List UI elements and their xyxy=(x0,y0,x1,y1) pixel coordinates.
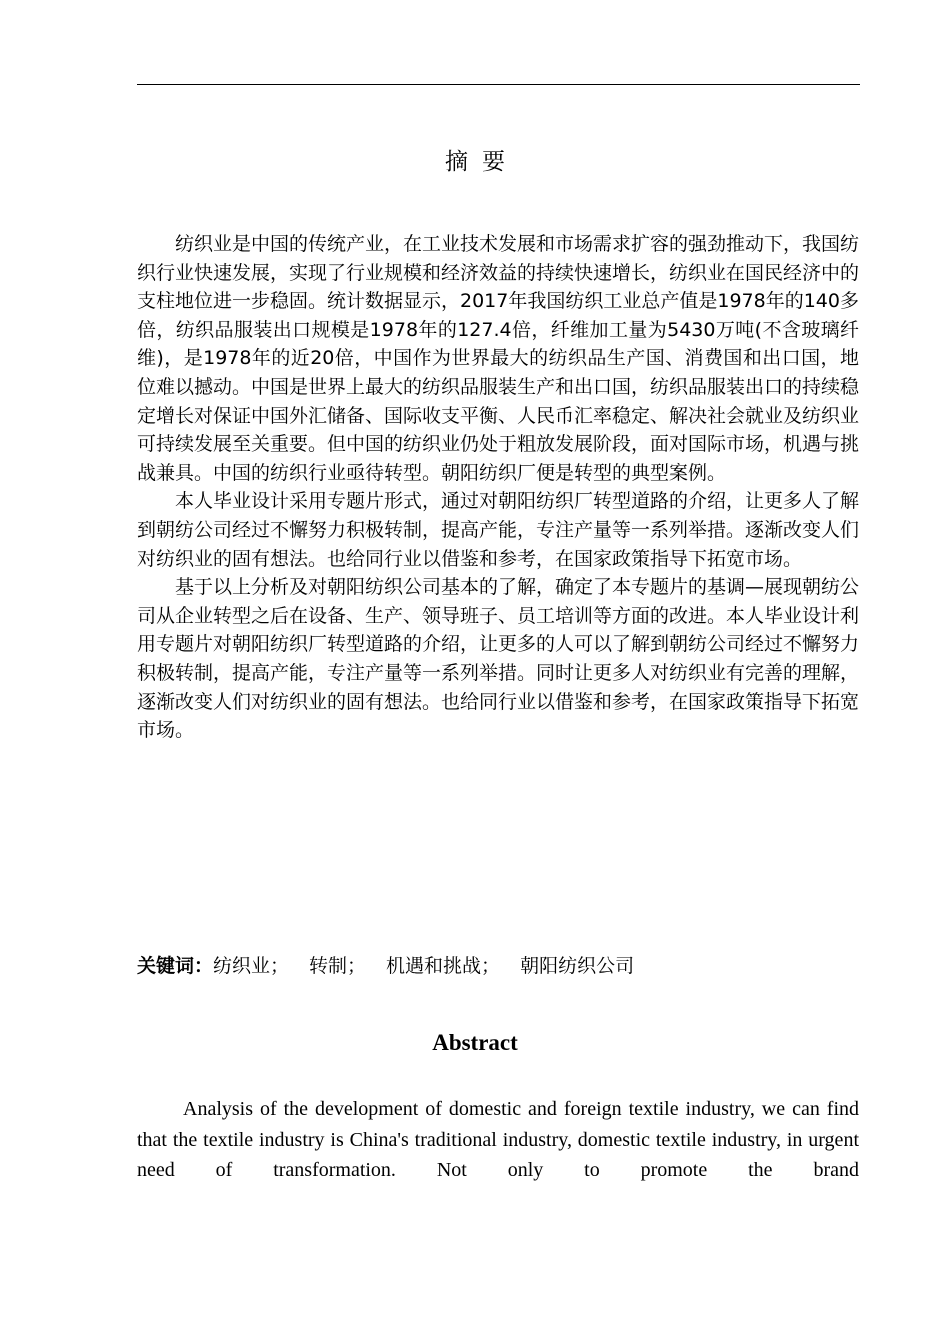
keywords-line xyxy=(137,951,859,978)
cn-paragraph-3: 基于以上分析及对朝阳纺织公司基本的了解，确定了本专题片的基调—展现朝纺公司从企业转型之后在设备、生产、领导班子、员工培训等方面的改进。本人毕业设计利用专题片对朝阳纺织厂转型道路的介绍，让更多的人可以了解到朝纺公司经过不懈努力积极转制，提高产能，专注产量等一系列举措。同时让更多人对纺织业有完善的理解，逐渐改变人们对纺织业的固有想法。也给同行业以借鉴和参考，在国家政策指导下拓宽市场。 xyxy=(137,576,860,742)
keyword-item: 朝阳纺织公司 xyxy=(520,955,635,977)
cn-paragraph-1: 纺织业是中国的传统产业，在工业技术发展和市场需求扩容的强劲推动下，我国纺织行业快速发展，实现了行业规模和经济效益的持续快速增长，纺织业在国民经济中的支柱地位进一步稳固。统计数据显示，2017年我国纺织工业总产值是1978年的140多倍，纺织品服装出口规模是1978年的127.4倍，纤维加工量为5430万吨(不含玻璃纤维)，是1978年的近20倍，中国作为世界最大的纺织品生产国、消费国和出口国，地位难以撼动。中国是世界上最大的纺织品服装生产和出口国，纺织品服装出口的持续稳定增长对保证中国外汇储备、国际收支平衡、人民币汇率稳定、解决社会就业及纺织业可持续发展至关重要。但中国的纺织业仍处于粗放发展阶段，面对国际市场，机遇与挑战兼具。中国的纺织行业亟待转型。朝阳纺织厂便是转型的典型案例。 xyxy=(137,233,860,484)
keyword-item: 转制； xyxy=(309,955,367,977)
cn-abstract-body xyxy=(137,230,859,745)
header-rule xyxy=(137,84,860,85)
en-paragraph-1: Analysis of the development of domestic and foreign textile industry, we can find that the textile industry is China's traditional industry, domestic textile industry, in urgent need of transformation. Not only to promote the brand xyxy=(137,1098,859,1181)
en-abstract-body xyxy=(137,1094,859,1186)
keyword-item: 机遇和挑战； xyxy=(386,955,501,977)
keyword-item: 纺织业； xyxy=(213,955,290,977)
cn-paragraph-2: 本人毕业设计采用专题片形式，通过对朝阳纺织厂转型道路的介绍，让更多人了解到朝纺公司经过不懈努力积极转制，提高产能，专注产量等一系列举措。逐渐改变人们对纺织业的固有想法。也给同行业以借鉴和参考，在国家政策指导下拓宽市场。 xyxy=(137,490,860,570)
keywords-label: 关键词： xyxy=(137,955,214,977)
cn-abstract-title: 摘要 xyxy=(445,149,519,175)
en-abstract-title: Abstract xyxy=(432,1030,518,1055)
